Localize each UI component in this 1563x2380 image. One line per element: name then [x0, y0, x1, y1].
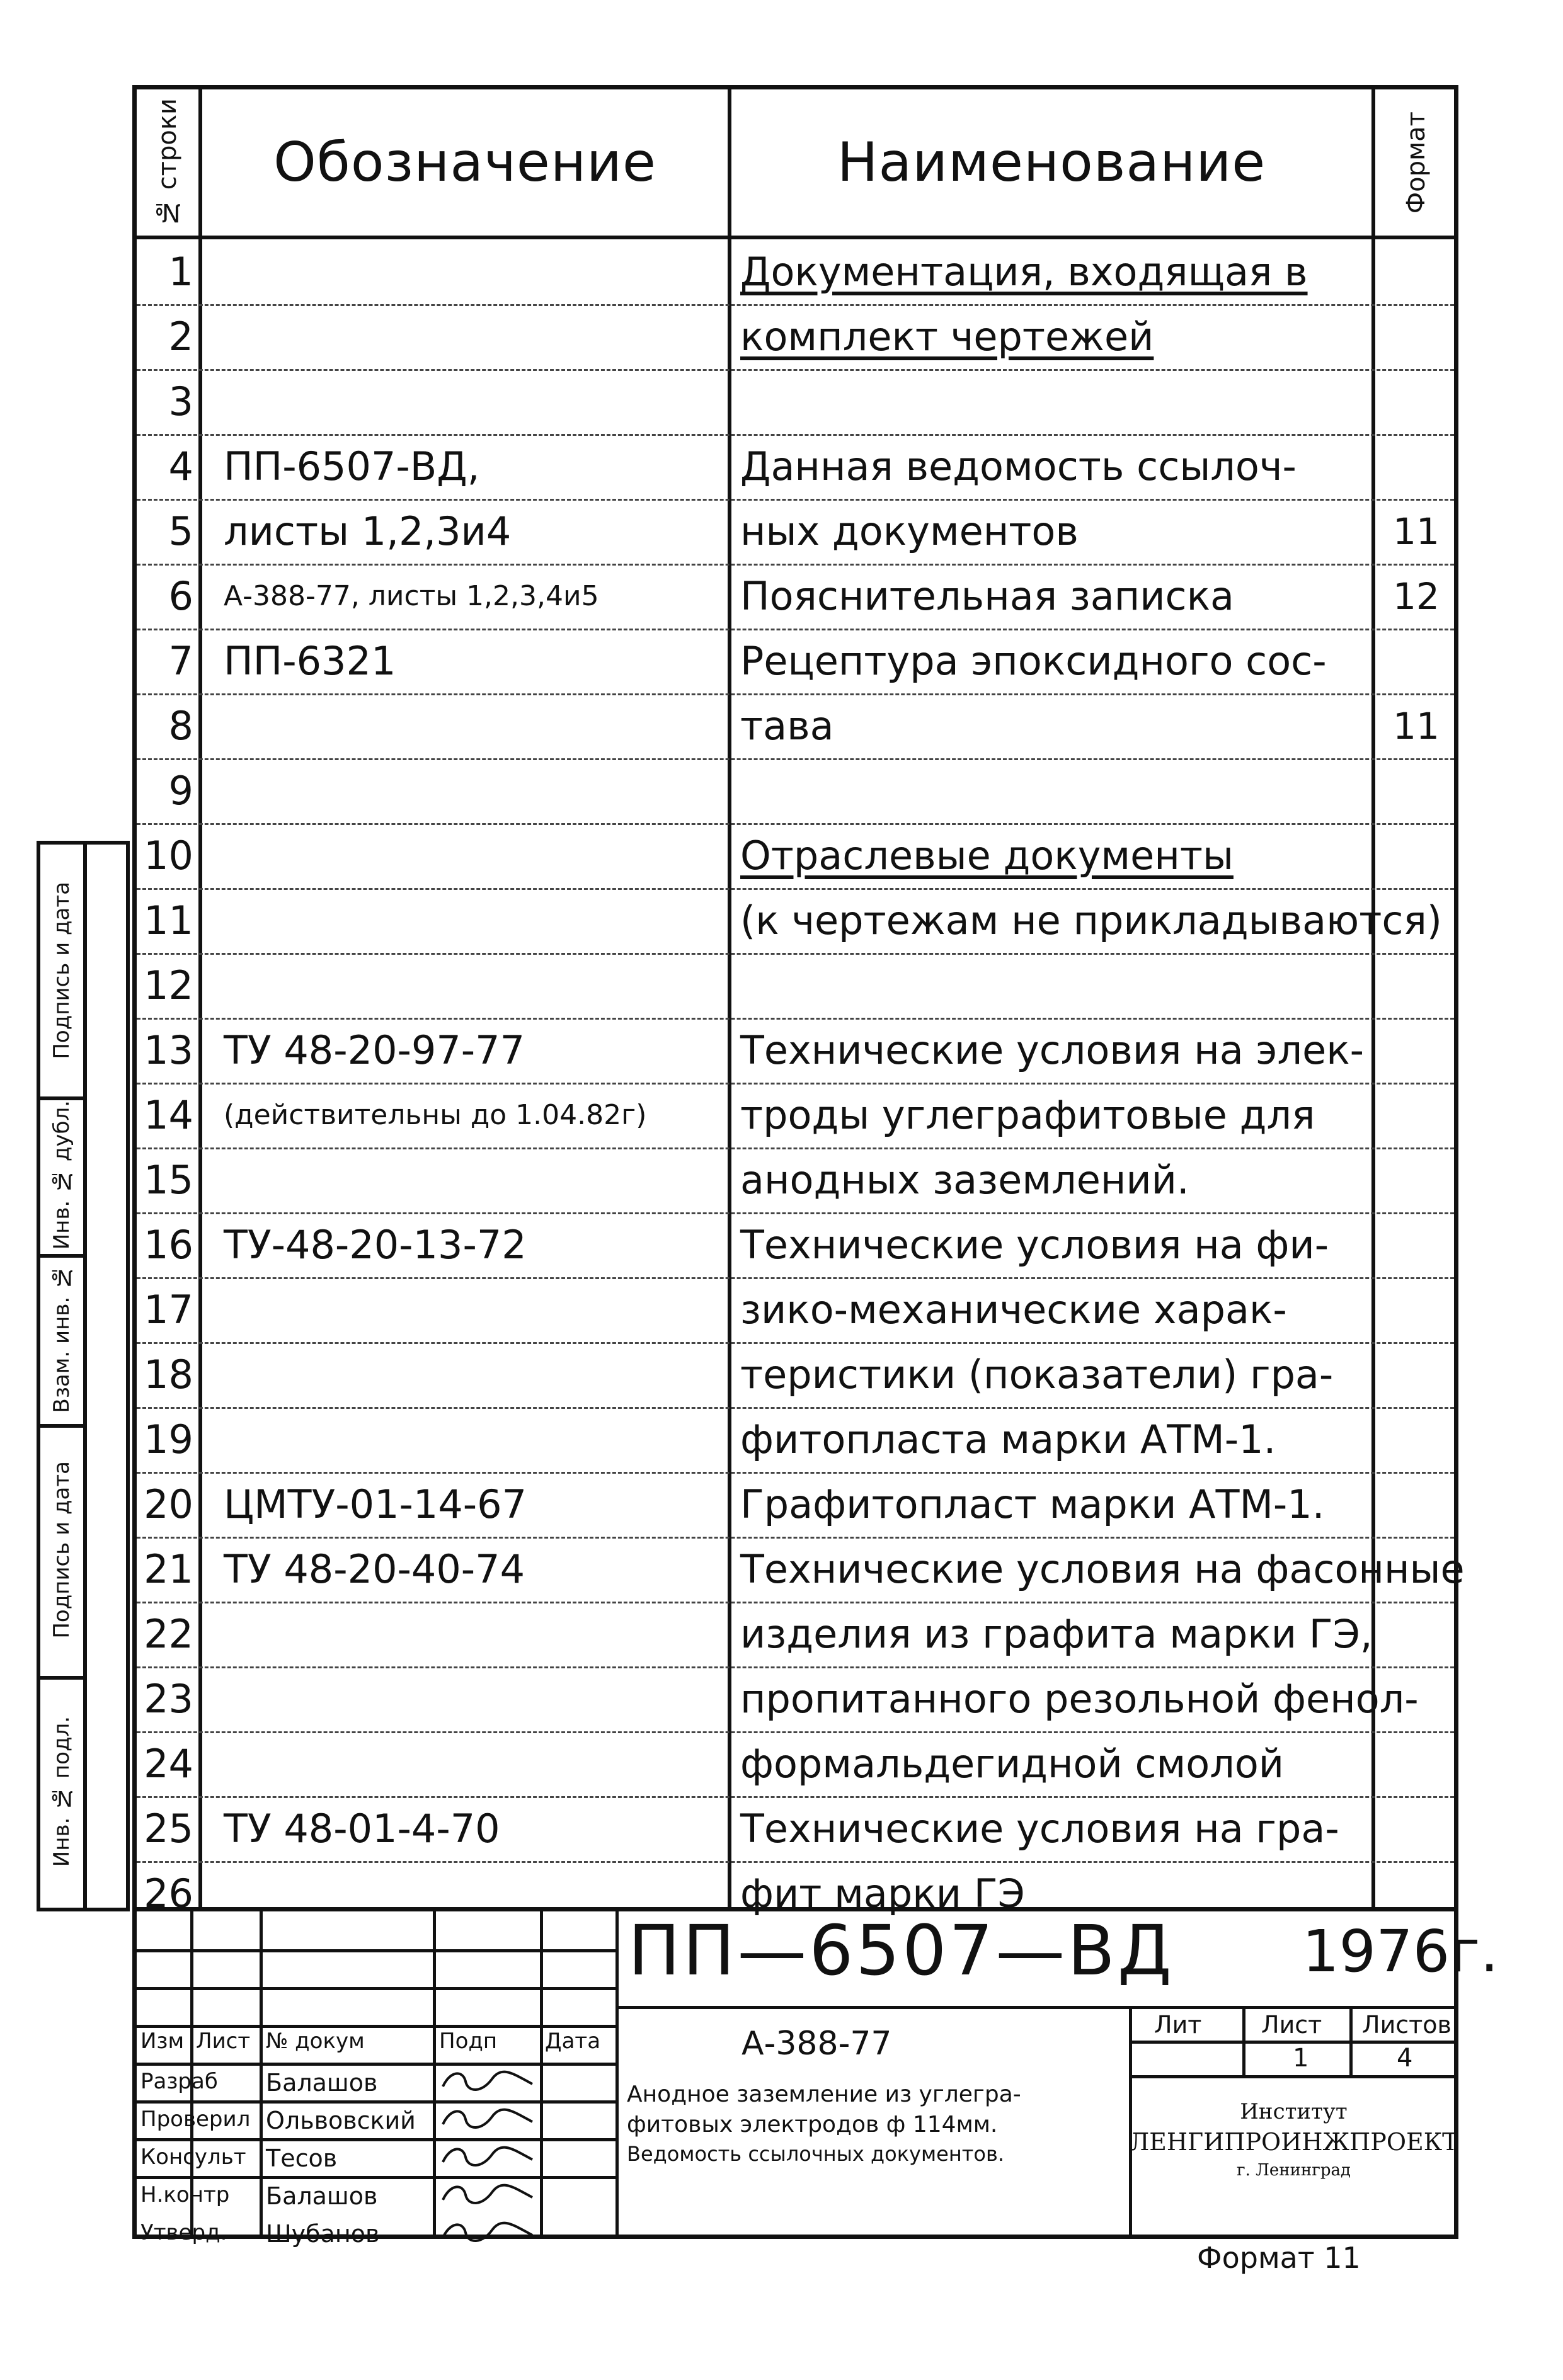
- row-number: 6: [168, 573, 193, 619]
- name-cell: ных документов: [740, 508, 1079, 554]
- table-row: [137, 1602, 1454, 1668]
- name-cell: формальдегидной смолой: [740, 1741, 1285, 1787]
- row-number: 15: [144, 1157, 193, 1203]
- designation-cell: [206, 693, 721, 758]
- role-label: Проверил: [140, 2107, 251, 2132]
- designation-cell: ПП-6321: [224, 638, 396, 684]
- format-cell: [1375, 629, 1457, 693]
- row-number: 5: [168, 508, 193, 554]
- table-row: [137, 888, 1454, 955]
- designation-cell: А-388-77, листы 1,2,3,4и5: [224, 580, 599, 612]
- name-cell: Отраслевые документы: [740, 833, 1234, 879]
- name-cell: изделия из графита марки ГЭ,: [740, 1611, 1373, 1657]
- header-designation: Обозначение: [273, 131, 656, 194]
- grid-line: [137, 2138, 615, 2141]
- table-row: [137, 564, 1454, 630]
- designation-cell: [206, 888, 721, 953]
- designation-cell: [206, 304, 721, 369]
- title-block: [132, 1910, 1499, 2248]
- grid-line: [137, 2176, 615, 2179]
- project-number: А-388-77: [741, 2025, 892, 2063]
- sheets-label: Листов: [1362, 2011, 1451, 2039]
- description-line-2: фитовых электродов ф 114мм.: [627, 2112, 998, 2138]
- format-cell: [1375, 1277, 1457, 1342]
- row-number: 1: [168, 249, 193, 295]
- row-number: 20: [144, 1481, 193, 1527]
- name-cell: Технические условия на фасонные: [740, 1546, 1465, 1592]
- table-row: [137, 434, 1454, 501]
- row-number: 25: [144, 1806, 193, 1852]
- table-row: [137, 1018, 1454, 1085]
- name-cell: Технические условия на элек-: [740, 1027, 1365, 1073]
- role-person: Балашов: [266, 2069, 378, 2097]
- designation-cell: [206, 1666, 721, 1731]
- format-cell: [1375, 1731, 1457, 1796]
- format-cell: [1375, 434, 1457, 499]
- table-row: [137, 1083, 1454, 1149]
- table-row: [137, 823, 1454, 890]
- name-cell: Данная ведомость ссылоч-: [740, 443, 1297, 489]
- designation-cell: [206, 239, 721, 304]
- name-cell: анодных заземлений.: [740, 1157, 1189, 1203]
- designation-cell: [206, 1407, 721, 1472]
- table-row: [137, 369, 1454, 436]
- role-label: Разраб: [140, 2069, 218, 2094]
- name-cell: Документация, входящая в: [740, 249, 1308, 295]
- sheet-value: 1: [1293, 2044, 1309, 2073]
- role-person: Тесов: [266, 2144, 338, 2172]
- sheet-label: Лист: [1261, 2011, 1322, 2039]
- designation-cell: [206, 1342, 721, 1407]
- name-cell: фитопласта марки АТМ-1.: [740, 1416, 1276, 1462]
- row-number: 21: [144, 1546, 193, 1592]
- table-row: [137, 304, 1454, 371]
- format-cell: 12: [1393, 574, 1440, 618]
- grid-line: [137, 1987, 615, 1990]
- grid-line: [1129, 2075, 1458, 2078]
- designation-cell: [206, 369, 721, 434]
- table-row: [137, 693, 1454, 760]
- format-cell: [1375, 1212, 1457, 1277]
- name-cell: пропитанного резольной фенол-: [740, 1676, 1419, 1722]
- name-cell: Пояснительная записка: [740, 573, 1235, 619]
- side-field-signature-date-2: Подпись и дата: [40, 1424, 83, 1680]
- row-number: 11: [144, 897, 193, 943]
- designation-cell: [206, 823, 721, 888]
- row-number: 18: [144, 1352, 193, 1398]
- signature-mark: [438, 2068, 539, 2095]
- signature-mark: [438, 2219, 539, 2246]
- table-row: [137, 953, 1454, 1020]
- row-number: 14: [144, 1092, 193, 1138]
- name-cell: Графитопласт марки АТМ-1.: [740, 1481, 1325, 1527]
- grid-line: [1349, 2006, 1353, 2075]
- row-number: 12: [144, 962, 193, 1008]
- designation-cell: [206, 1147, 721, 1212]
- side-stamp: [37, 841, 130, 1911]
- table-row: [137, 1731, 1454, 1798]
- table-row: [137, 1666, 1454, 1733]
- name-cell: Рецептура эпоксидного сос-: [740, 638, 1327, 684]
- org-line-1: Институт: [1240, 2099, 1348, 2124]
- row-number: 24: [144, 1741, 193, 1787]
- row-number: 16: [144, 1222, 193, 1268]
- format-cell: [1375, 823, 1457, 888]
- row-number: 22: [144, 1611, 193, 1657]
- designation-cell: [206, 953, 721, 1018]
- lit-label: Лит: [1154, 2011, 1202, 2039]
- row-number: 17: [144, 1287, 193, 1333]
- format-cell: 11: [1393, 510, 1440, 553]
- designation-cell: листы 1,2,3и4: [224, 508, 512, 554]
- header-format: Формат: [1402, 111, 1431, 214]
- table-row: [137, 629, 1454, 695]
- row-number: 23: [144, 1676, 193, 1722]
- grid-line: [615, 1911, 619, 2239]
- col-date: Дата: [545, 2029, 601, 2054]
- format-cell: [1375, 304, 1457, 369]
- format-cell: [1375, 1666, 1457, 1731]
- format-cell: [1375, 1407, 1457, 1472]
- side-field-inv-podl: Инв. № подл.: [49, 1716, 74, 1867]
- header-name: Наименование: [837, 131, 1266, 194]
- header-row-number: № строки: [153, 98, 182, 227]
- format-cell: [1375, 758, 1457, 823]
- row-number: 7: [168, 638, 193, 684]
- signature-mark: [438, 2105, 539, 2133]
- row-number: 2: [168, 314, 193, 360]
- grid-line: [540, 1911, 543, 2239]
- format-cell: [1375, 888, 1457, 953]
- designation-cell: [206, 758, 721, 823]
- table-row: [137, 1212, 1454, 1279]
- designation-cell: ПП-6507-ВД,: [224, 443, 480, 489]
- name-cell: фит марки ГЭ: [740, 1870, 1025, 1916]
- table-row: [137, 1537, 1465, 1603]
- row-number: 10: [144, 833, 193, 879]
- name-cell: [731, 369, 1369, 434]
- sheets-value: 4: [1397, 2044, 1413, 2073]
- name-cell: [731, 758, 1369, 823]
- role-label: Н.контр: [140, 2182, 230, 2207]
- format-cell: [1375, 1537, 1457, 1602]
- row-number: 8: [168, 703, 193, 749]
- grid-line: [260, 1911, 263, 2239]
- row-number: 13: [144, 1027, 193, 1073]
- format-cell: 11: [1393, 704, 1440, 748]
- role-person: Ольвовский: [266, 2107, 416, 2134]
- format-cell: [1375, 953, 1457, 1018]
- name-cell: Технические условия на гра-: [740, 1806, 1339, 1852]
- table-body: [137, 239, 1465, 1916]
- description-line-3: Ведомость ссылочных документов.: [627, 2142, 1004, 2166]
- designation-cell: [206, 1602, 721, 1666]
- name-cell: зико-механические харак-: [740, 1287, 1287, 1333]
- designation-cell: (действительны до 1.04.82г): [224, 1099, 647, 1131]
- format-cell: [1375, 239, 1457, 304]
- grid-line: [137, 2025, 615, 2028]
- table-row: [137, 1407, 1454, 1474]
- format-cell: [1375, 369, 1457, 434]
- row-number: 3: [168, 379, 193, 424]
- designation-cell: [206, 1731, 721, 1796]
- designation-cell: ТУ-48-20-13-72: [224, 1222, 527, 1268]
- table-row: [137, 239, 1454, 306]
- table-row: [137, 1147, 1454, 1214]
- grid-line: [137, 1949, 615, 1952]
- role-label: Утверд.: [140, 2220, 227, 2245]
- col-sign: Подп: [439, 2029, 498, 2054]
- format-cell: [1375, 1796, 1457, 1861]
- org-name: ЛЕНГИПРОИНЖПРОЕКТ: [1129, 2128, 1458, 2156]
- name-cell: троды углеграфитовые для: [740, 1092, 1315, 1138]
- row-number: 26: [144, 1870, 193, 1916]
- designation-cell: ЦМТУ-01-14-67: [224, 1481, 527, 1527]
- table-row: [137, 1796, 1454, 1863]
- document-code: ПП—6507—ВД: [628, 1910, 1174, 1991]
- format-cell: [1375, 1602, 1457, 1666]
- table-row: [137, 499, 1454, 566]
- name-cell: комплект чертежей: [740, 314, 1154, 360]
- signature-mark: [438, 2181, 539, 2209]
- format-cell: [1375, 1147, 1457, 1212]
- designation-cell: ТУ 48-20-97-77: [224, 1027, 525, 1073]
- org-city: г. Ленинград: [1237, 2161, 1351, 2180]
- description-line-1: Анодное заземление из углегра-: [627, 2081, 1021, 2107]
- side-stamp-labels: [40, 845, 87, 1908]
- row-number: 4: [168, 443, 193, 489]
- format-cell: [1375, 1083, 1457, 1147]
- name-cell: (к чертежам не прикладываются): [740, 897, 1442, 943]
- grid-line: [137, 2063, 615, 2066]
- signature-mark: [438, 2143, 539, 2171]
- name-cell: теристики (показатели) гра-: [740, 1352, 1334, 1398]
- name-cell: тава: [740, 703, 834, 749]
- role-person: Балашов: [266, 2182, 378, 2210]
- document-year: 1976г.: [1302, 1918, 1499, 1985]
- designation-cell: ТУ 48-20-40-74: [224, 1546, 525, 1592]
- role-person: Шубанов: [266, 2220, 380, 2248]
- grid-line: [433, 1911, 436, 2239]
- format-cell: [1375, 1342, 1457, 1407]
- col-list: Лист: [196, 2029, 251, 2054]
- format-footer: Формат 11: [1197, 2241, 1361, 2275]
- table-row: [137, 758, 1454, 825]
- table-row: [137, 1277, 1454, 1344]
- side-field-inv-dubl: Инв. № дубл.: [40, 1096, 83, 1258]
- side-field-signature-date: Подпись и дата: [40, 845, 83, 1100]
- side-field-vzam-inv: Взам. инв. №: [40, 1254, 83, 1428]
- table-row: [137, 1472, 1454, 1539]
- designation-cell: [206, 1277, 721, 1342]
- name-cell: Технические условия на фи-: [740, 1222, 1329, 1268]
- row-number: 19: [144, 1416, 193, 1462]
- col-izm: Изм: [140, 2029, 185, 2054]
- name-cell: [731, 953, 1369, 1018]
- format-cell: [1375, 1018, 1457, 1083]
- format-cell: [1375, 1472, 1457, 1537]
- reference-documents-table: [132, 85, 1465, 1916]
- col-doc: № докум: [266, 2029, 365, 2054]
- grid-line: [1242, 2006, 1245, 2075]
- role-label: Консульт: [140, 2144, 246, 2170]
- grid-line: [137, 2100, 615, 2104]
- grid-line: [615, 2006, 1458, 2009]
- designation-cell: ТУ 48-01-4-70: [224, 1806, 500, 1852]
- row-number: 9: [168, 768, 193, 814]
- table-row: [137, 1342, 1454, 1409]
